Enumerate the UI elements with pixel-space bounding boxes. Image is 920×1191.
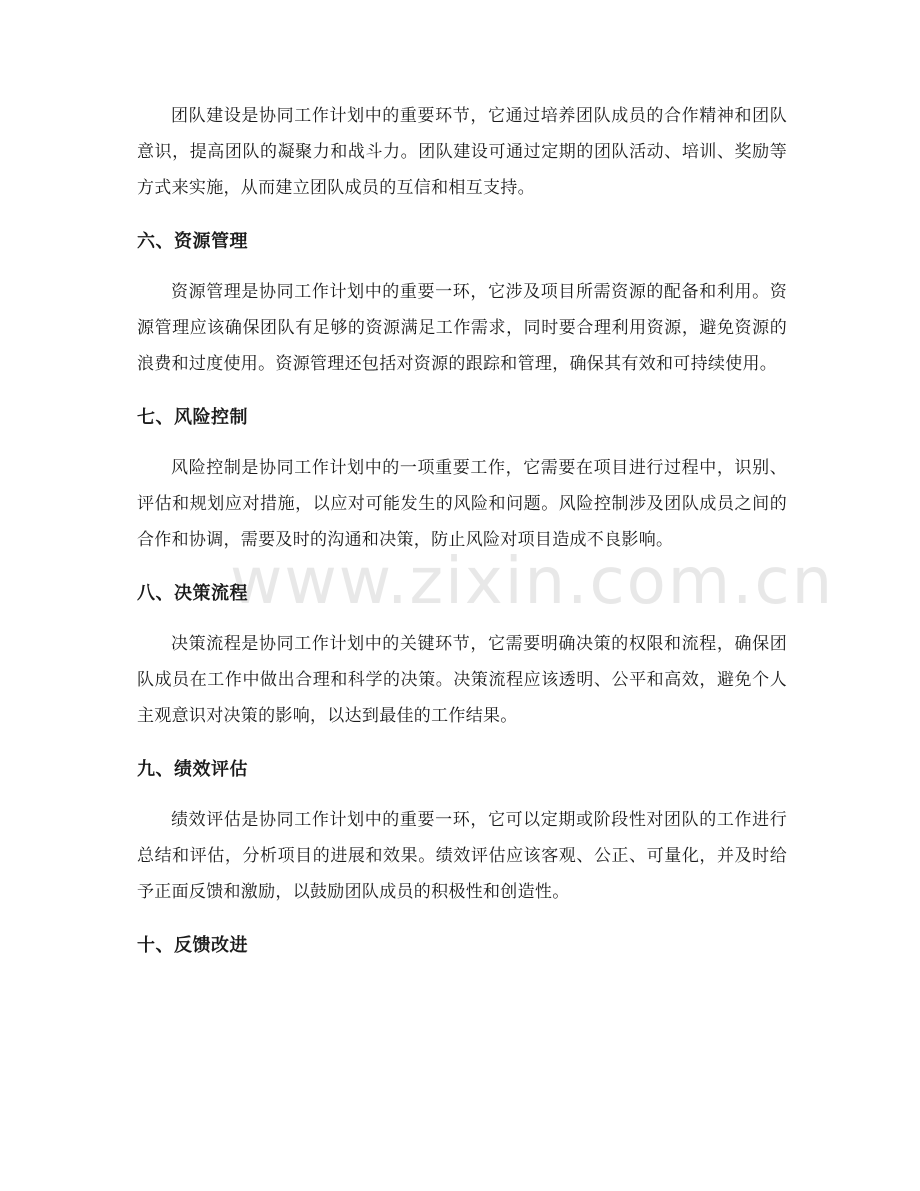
section-feedback-improvement bbox=[137, 931, 787, 961]
section-heading: 八、决策流程 bbox=[137, 583, 248, 604]
section-heading: 九、绩效评估 bbox=[137, 759, 248, 780]
section-resource-management bbox=[137, 227, 787, 382]
section-performance-evaluation bbox=[137, 755, 787, 910]
section-risk-control bbox=[137, 403, 787, 558]
section-heading: 十、反馈改进 bbox=[137, 935, 248, 956]
watermark: www.zixin.com.cn bbox=[230, 545, 835, 619]
section-paragraph: 资源管理是协同工作计划中的重要一环，它涉及项目所需资源的配备和利用。资源管理应该确保团队有足够的资源满足工作需求，同时要合理利用资源，避免资源的浪费和过度使用。资源管理还包括对资源的跟踪和管理，确保其有效和可持续使用。 bbox=[137, 282, 787, 374]
section-paragraph: 风险控制是协同工作计划中的一项重要工作，它需要在项目进行过程中，识别、评估和规划应对措施，以应对可能发生的风险和问题。风险控制涉及团队成员之间的合作和协调，需要及时的沟通和决策，防止风险对项目造成不良影响。 bbox=[137, 458, 787, 550]
section-paragraph: 决策流程是协同工作计划中的关键环节，它需要明确决策的权限和流程，确保团队成员在工作中做出合理和科学的决策。决策流程应该透明、公平和高效，避免个人主观意识对决策的影响，以达到最佳的工作结果。 bbox=[137, 634, 787, 726]
section-heading: 六、资源管理 bbox=[137, 231, 248, 252]
section-paragraph: 绩效评估是协同工作计划中的重要一环，它可以定期或阶段性对团队的工作进行总结和评估，分析项目的进展和效果。绩效评估应该客观、公正、可量化，并及时给予正面反馈和激励，以鼓励团队成员的积极性和创造性。 bbox=[137, 810, 787, 902]
intro-paragraph: 团队建设是协同工作计划中的重要环节，它通过培养团队成员的合作精神和团队意识，提高团队的凝聚力和战斗力。团队建设可通过定期的团队活动、培训、奖励等方式来实施，从而建立团队成员的互信和相互支持。 bbox=[137, 106, 787, 198]
section-heading: 七、风险控制 bbox=[137, 407, 248, 428]
section-decision-process bbox=[137, 579, 787, 734]
document-body bbox=[137, 98, 835, 961]
